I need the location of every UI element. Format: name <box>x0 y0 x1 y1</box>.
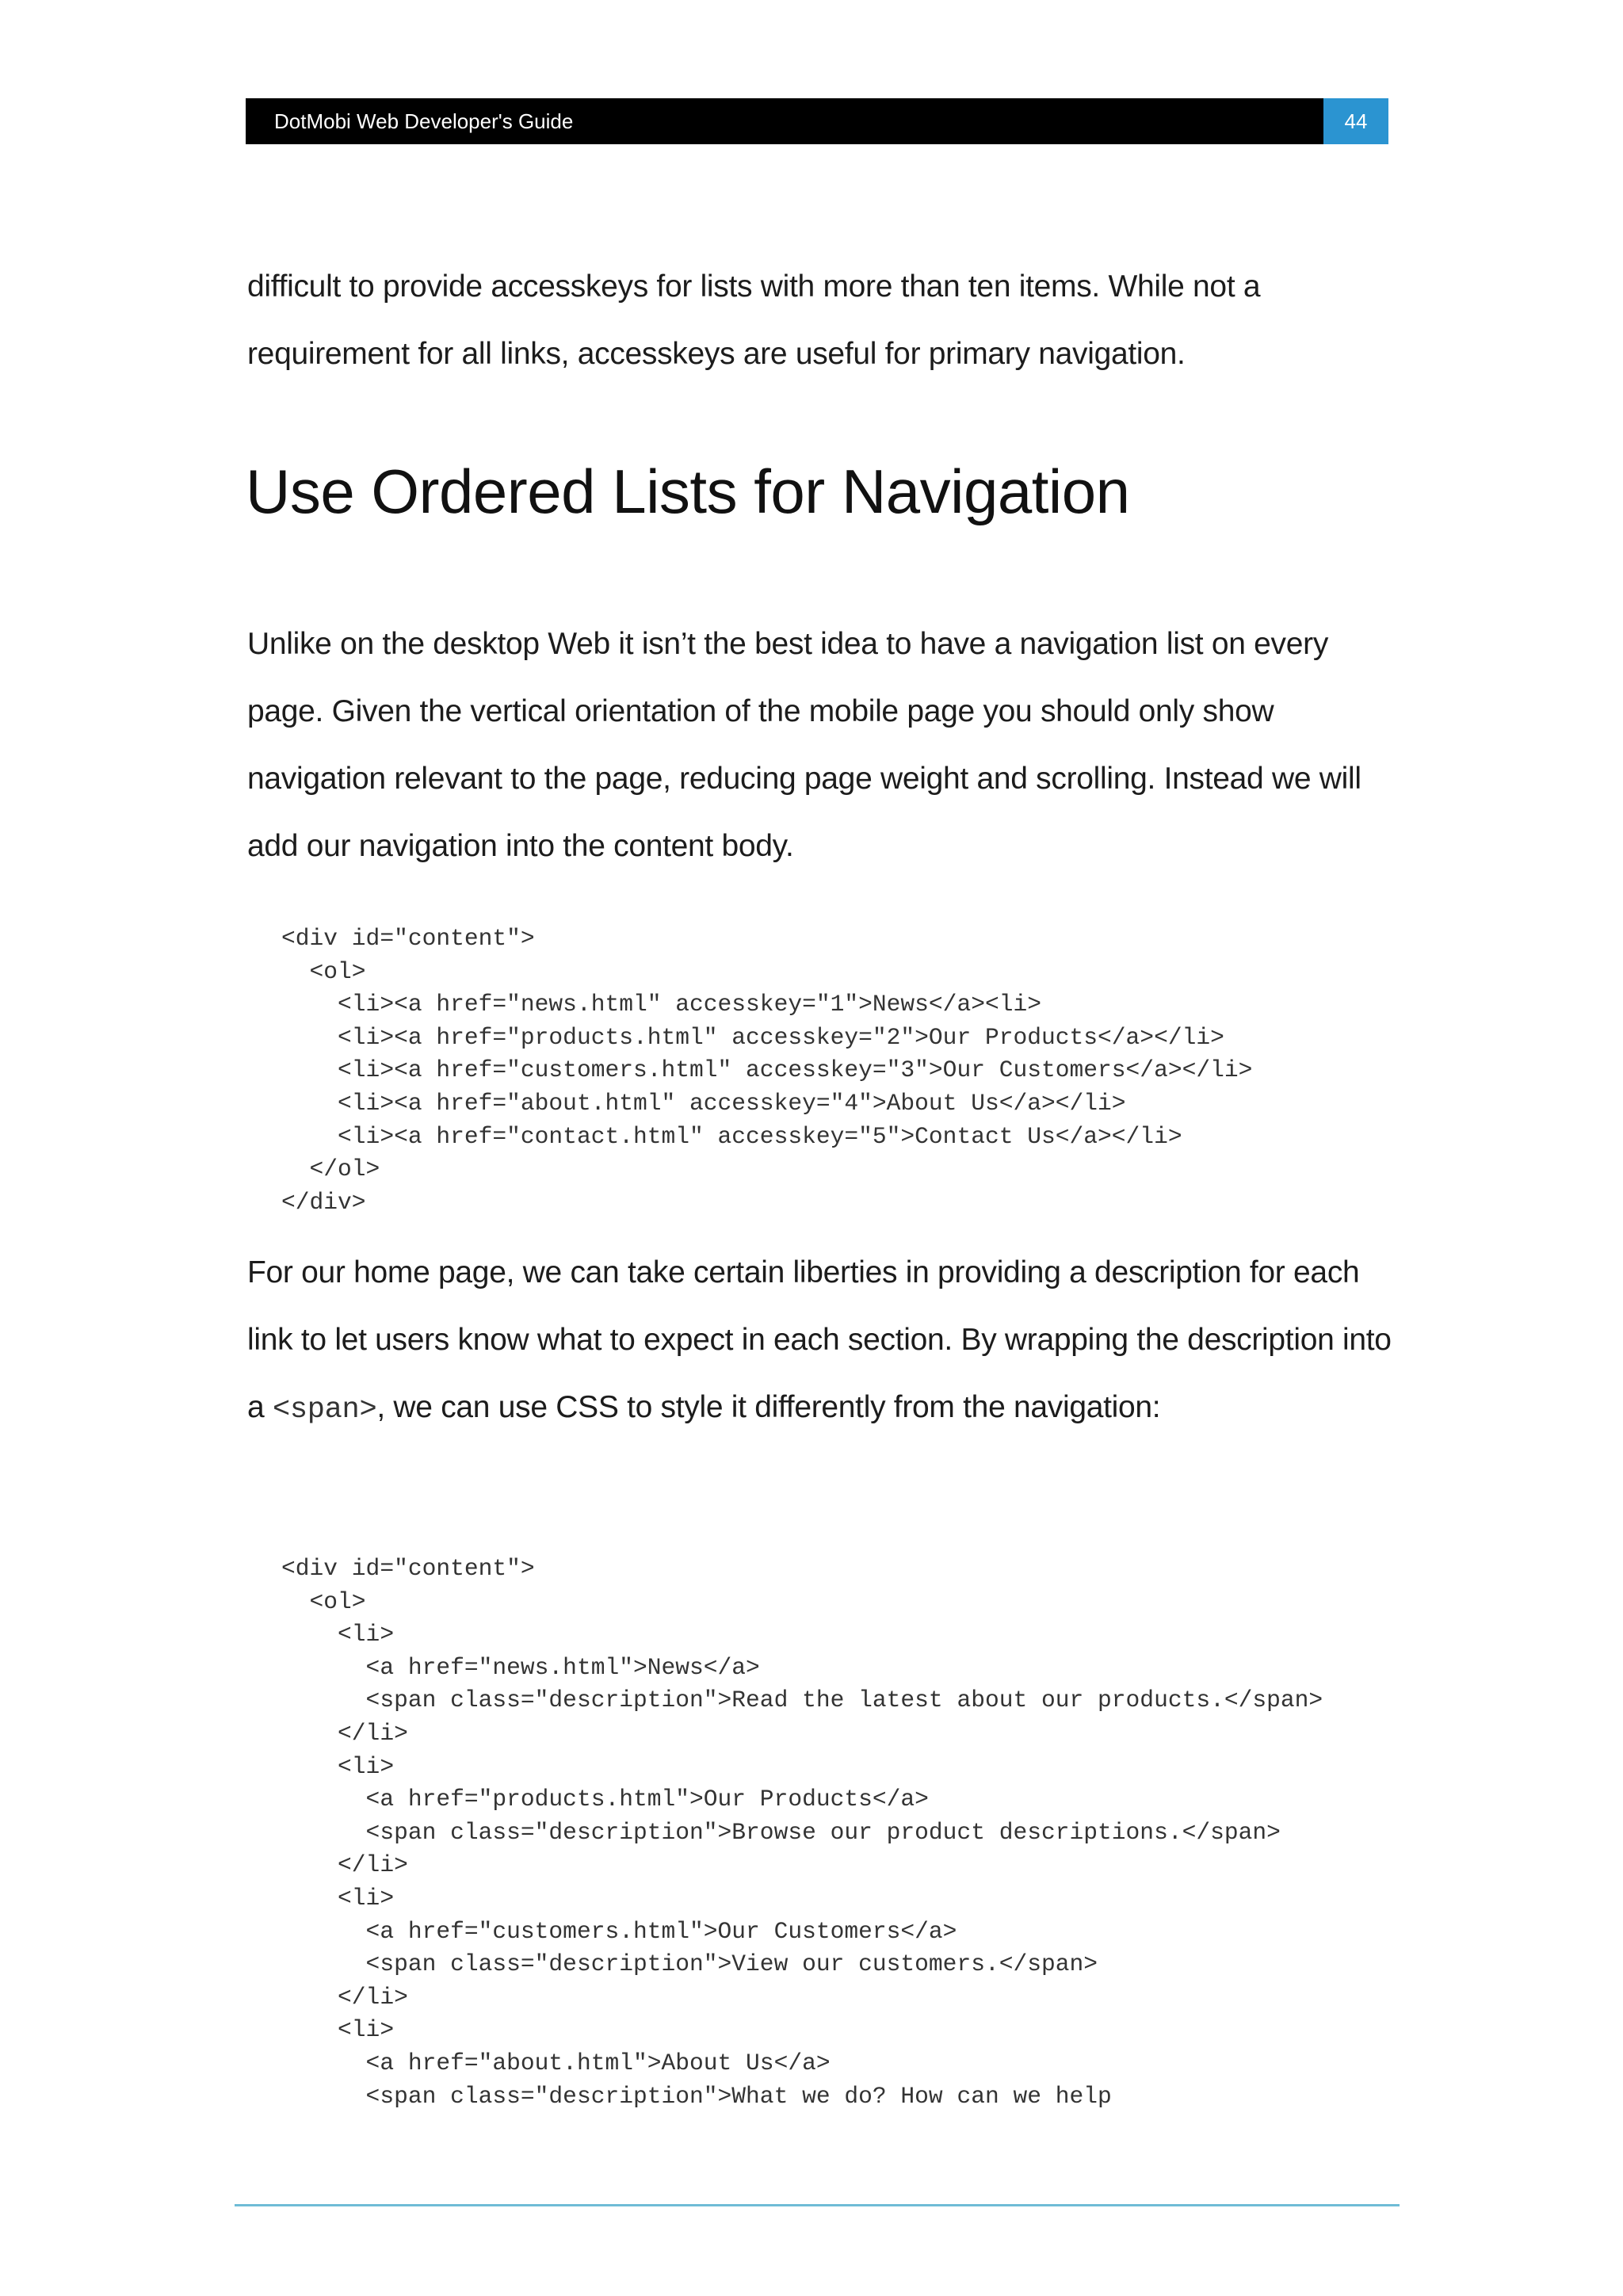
code-line: <span class="description">View our customers.</span> <box>281 1950 1098 1978</box>
code-line: <li><a href="customers.html" accesskey="3">Our Customers</a></li> <box>281 1056 1253 1084</box>
code-line: <li><a href="contact.html" accesskey="5">Contact Us</a></li> <box>281 1122 1182 1150</box>
code-line: <a href="customers.html">Our Customers</a> <box>281 1917 957 1945</box>
code-line: <li> <box>281 1621 395 1648</box>
paragraph-3-text-before: For our home page, we can take certain liberties in providing a description for each link to let users know what to expect in each section. By wrapping the description into a <box>247 1255 1392 1424</box>
code-line: </li> <box>281 1719 408 1747</box>
page-number: 44 <box>1323 98 1388 144</box>
code-line: <ol> <box>281 1587 366 1615</box>
code-line: <span class="description">Read the latest about our products.</span> <box>281 1687 1323 1714</box>
section-heading: Use Ordered Lists for Navigation <box>246 457 1130 526</box>
code-line: </li> <box>281 1983 408 2011</box>
code-line: </ol> <box>281 1156 380 1183</box>
code-line: </div> <box>281 1188 366 1216</box>
code-line: <span class="description">What we do? How can we help <box>281 2082 1112 2110</box>
code-block-ordered-list <box>281 923 1252 1219</box>
body-paragraph-3 <box>247 1239 1396 1444</box>
code-line: <li><a href="products.html" accesskey="2">Our Products</a></li> <box>281 1023 1224 1051</box>
code-line: <span class="description">Browse our product descriptions.</span> <box>281 1818 1281 1846</box>
footer-rule <box>235 2204 1400 2206</box>
code-line: <li> <box>281 2016 395 2044</box>
code-block-descriptions <box>281 1553 1323 2113</box>
running-header <box>246 98 1388 144</box>
header-title: DotMobi Web Developer's Guide <box>274 109 574 133</box>
code-line: <li> <box>281 1752 395 1780</box>
code-line: </li> <box>281 1851 408 1879</box>
inline-code-span: <span> <box>272 1393 377 1427</box>
code-line: <a href="about.html">About Us</a> <box>281 2049 831 2076</box>
code-line: <div id="content"> <box>281 1555 535 1582</box>
body-paragraph-1: difficult to provide accesskeys for lists with more than ten items. While not a requirement for all links, accesskeys are useful for primary navigation. <box>247 269 1261 371</box>
paragraph-3-text-after: , we can use CSS to style it differently from the navigation: <box>376 1390 1161 1424</box>
code-line: <div id="content"> <box>281 925 535 952</box>
code-line: <li> <box>281 1884 395 1912</box>
code-line: <a href="news.html">News</a> <box>281 1653 760 1681</box>
code-line: <li><a href="news.html" accesskey="1">News</a><li> <box>281 991 1041 1018</box>
code-line: <li><a href="about.html" accesskey="4">About Us</a></li> <box>281 1089 1126 1117</box>
code-line: <a href="products.html">Our Products</a> <box>281 1786 929 1813</box>
body-paragraph-2: Unlike on the desktop Web it isn’t the best idea to have a navigation list on every page. Given the vertical orientation of the mobile page you should only show navigation relevant to the page, reducing page weight and scrolling. Instead we will add our navigation into the content body. <box>247 627 1361 863</box>
code-line: <ol> <box>281 957 366 985</box>
